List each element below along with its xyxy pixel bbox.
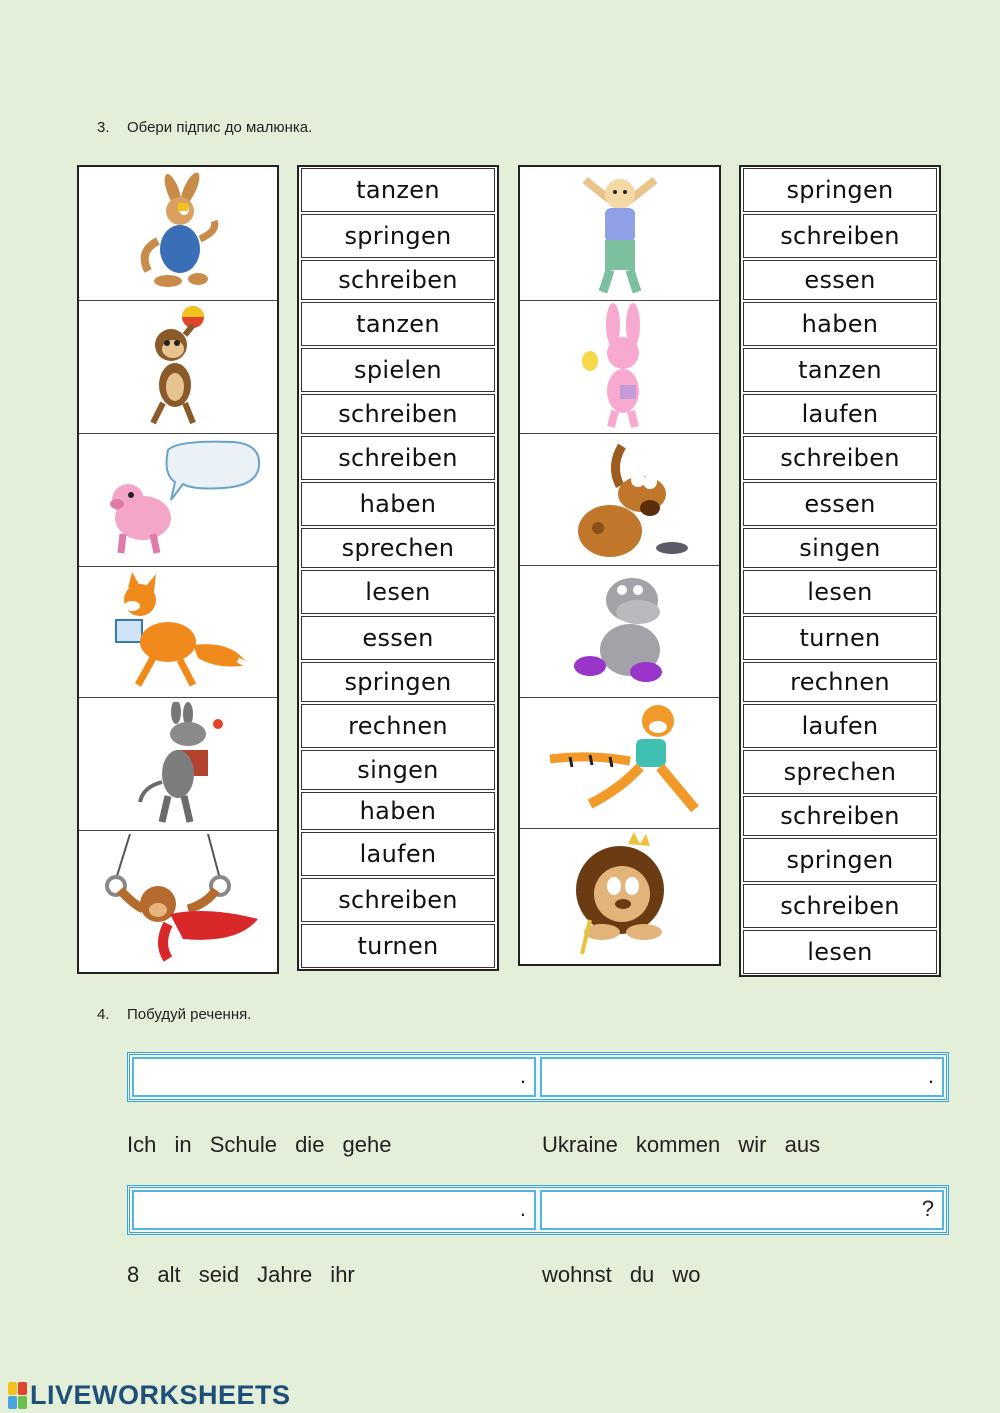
sentence-end-mark: . bbox=[927, 1063, 934, 1088]
fox-reading-icon bbox=[98, 570, 258, 695]
left-word-option[interactable]: haben bbox=[301, 482, 495, 526]
section-number: 3. bbox=[97, 119, 110, 136]
scrambled-words-1: Ich in Schule die gehe bbox=[127, 1132, 392, 1157]
donkey-singing-icon bbox=[118, 702, 238, 827]
right-word-option[interactable]: singen bbox=[743, 528, 937, 568]
left-word-option[interactable]: schreiben bbox=[301, 878, 495, 922]
answer-row-1 bbox=[127, 1052, 949, 1102]
tiger-running-icon bbox=[530, 699, 710, 827]
liveworksheets-logo[interactable] bbox=[8, 1380, 291, 1410]
scrambled-words-4: wohnst du wo bbox=[542, 1262, 701, 1287]
picture-bear bbox=[79, 831, 277, 972]
left-word-option[interactable]: singen bbox=[301, 750, 495, 790]
bunny-with-egg-icon bbox=[565, 303, 675, 431]
picture-monkey bbox=[79, 301, 277, 434]
left-word-option[interactable]: laufen bbox=[301, 832, 495, 876]
right-word-option[interactable]: rechnen bbox=[743, 662, 937, 702]
right-word-option[interactable]: schreiben bbox=[743, 436, 937, 480]
right-word-option[interactable]: springen bbox=[743, 838, 937, 882]
picture-hippo bbox=[520, 566, 719, 698]
left-word-option[interactable]: springen bbox=[301, 662, 495, 702]
picture-fox bbox=[79, 567, 277, 698]
left-word-option[interactable]: haben bbox=[301, 792, 495, 830]
dog-eating-icon bbox=[550, 436, 690, 564]
answer-input-2[interactable] bbox=[540, 1057, 944, 1097]
right-word-option[interactable]: turnen bbox=[743, 616, 937, 660]
lion-writing-icon bbox=[550, 832, 690, 962]
scrambled-words-3: 8 alt seid Jahre ihr bbox=[127, 1262, 355, 1287]
right-words-column bbox=[739, 165, 941, 977]
sentence-end-mark: . bbox=[519, 1196, 526, 1221]
left-word-option[interactable]: schreiben bbox=[301, 436, 495, 480]
picture-bunny bbox=[520, 301, 719, 434]
right-word-option[interactable]: haben bbox=[743, 302, 937, 346]
left-words-column bbox=[297, 165, 499, 971]
left-pictures-column bbox=[77, 165, 279, 974]
sentence-end-mark: . bbox=[519, 1063, 526, 1088]
left-word-option[interactable]: rechnen bbox=[301, 704, 495, 748]
answer-input-1[interactable] bbox=[132, 1057, 536, 1097]
left-word-option[interactable]: essen bbox=[301, 616, 495, 660]
picture-donkey bbox=[79, 698, 277, 831]
right-word-option[interactable]: schreiben bbox=[743, 214, 937, 258]
scrambled-words-2: Ukraine kommen wir aus bbox=[542, 1132, 821, 1157]
rabbit-jumping-icon bbox=[555, 170, 685, 298]
section-title: Побудуй речення. bbox=[127, 1006, 252, 1023]
section-title: Обери підпис до малюнка. bbox=[127, 119, 313, 136]
logo-text: LIVEWORKSHEETS bbox=[30, 1379, 291, 1410]
right-word-option[interactable]: schreiben bbox=[743, 796, 937, 836]
picture-pig bbox=[79, 434, 277, 567]
left-word-option[interactable]: schreiben bbox=[301, 394, 495, 434]
logo-blocks-icon bbox=[8, 1382, 27, 1409]
answer-input-3[interactable] bbox=[132, 1190, 536, 1230]
right-word-option[interactable]: laufen bbox=[743, 394, 937, 434]
pig-speaking-icon bbox=[83, 438, 273, 563]
section-3-heading bbox=[97, 119, 312, 136]
section-4-heading bbox=[97, 1006, 251, 1023]
answer-input-4[interactable] bbox=[540, 1190, 944, 1230]
answer-row-2 bbox=[127, 1185, 949, 1235]
bear-on-rings-icon bbox=[88, 834, 268, 969]
hippo-sitting-icon bbox=[550, 568, 690, 696]
section-number: 4. bbox=[97, 1006, 110, 1023]
right-pictures-column bbox=[518, 165, 721, 966]
left-word-option[interactable]: tanzen bbox=[301, 168, 495, 212]
left-word-option[interactable]: springen bbox=[301, 214, 495, 258]
left-word-option[interactable]: turnen bbox=[301, 924, 495, 968]
right-word-option[interactable]: sprechen bbox=[743, 750, 937, 794]
right-word-option[interactable]: essen bbox=[743, 482, 937, 526]
monkey-playing-ball-icon bbox=[123, 305, 233, 430]
left-word-option[interactable]: sprechen bbox=[301, 528, 495, 568]
right-word-option[interactable]: schreiben bbox=[743, 884, 937, 928]
left-word-option[interactable]: tanzen bbox=[301, 302, 495, 346]
right-word-option[interactable]: tanzen bbox=[743, 348, 937, 392]
picture-dog bbox=[520, 434, 719, 566]
left-word-option[interactable]: lesen bbox=[301, 570, 495, 614]
right-word-option[interactable]: laufen bbox=[743, 704, 937, 748]
picture-rabbit bbox=[520, 167, 719, 301]
picture-lion bbox=[520, 829, 719, 964]
left-word-option[interactable]: spielen bbox=[301, 348, 495, 392]
right-word-option[interactable]: lesen bbox=[743, 930, 937, 974]
right-word-option[interactable]: springen bbox=[743, 168, 937, 212]
left-word-option[interactable]: schreiben bbox=[301, 260, 495, 300]
right-word-option[interactable]: lesen bbox=[743, 570, 937, 614]
picture-tiger bbox=[520, 698, 719, 829]
sentence-end-mark: ? bbox=[921, 1196, 934, 1221]
right-word-option[interactable]: essen bbox=[743, 260, 937, 300]
picture-kangaroo bbox=[79, 167, 277, 301]
kangaroo-dancing-icon bbox=[118, 171, 238, 296]
